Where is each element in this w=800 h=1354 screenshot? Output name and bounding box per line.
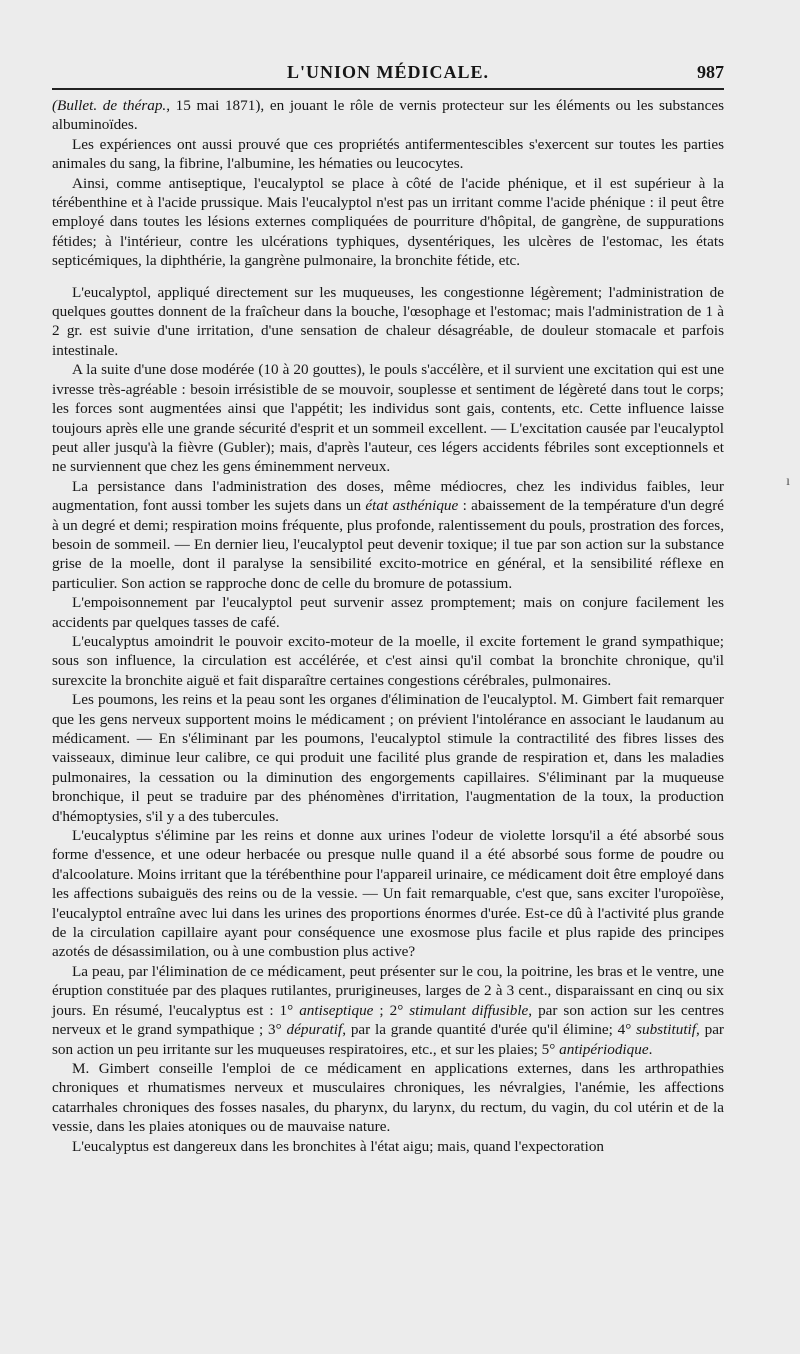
italic-text: dépuratif	[286, 1021, 343, 1039]
paragraph	[52, 826, 724, 962]
margin-mark: ı	[786, 474, 790, 489]
paragraph-text: Les poumons, les reins et la peau sont les organes d'élimination de l'eucalyptol. M. Gimbert fait remarquer que les gens nerveux supportent moins le médicament ; on prévient l'intolérance en associant le laudanum au médicament. — En s'éliminant par les poumons, l'eucalyptol stimule la contractilité des fibres lisses des vaisseaux, diminue leur calibre, ce qui produit une facilité plus grande de respiration et, dans les maladies pulmonaires, la cessation ou la diminution des engorgements capillaires. S'éliminant par la muqueuse bronchique, il peut se traduire par des phénomènes d'irritation, l'augmentation de la toux, la production d'hémoptysies, s'il y a des tubercules.	[52, 691, 724, 825]
journal-title: L'UNION MÉDICALE.	[286, 62, 490, 82]
italic-text: stimulant diffusible	[409, 1001, 529, 1019]
italic-text: antipériodique	[559, 1040, 649, 1058]
paragraph-text: Les expériences ont aussi prouvé que ces propriétés antifermentescibles s'exercent sur toutes les parties animales du sang, la fibrine, l'albumine, les hématies ou leucocytes.	[52, 135, 724, 173]
paragraph	[52, 135, 724, 174]
paragraph	[52, 962, 724, 1059]
paragraph	[52, 96, 724, 135]
paragraph-text: L'eucalyptus amoindrit le pouvoir excito-moteur de la moelle, il excite fortement le grand sympathique; sous son influence, la circulation est accélérée, et c'est ainsi qu'il combat la bronchite chronique, qu'il surexcite la bronchite aiguë et fait disparaître certaines congestions cérébrales, pulmonaires.	[52, 632, 724, 689]
paragraph	[52, 593, 724, 632]
paragraph	[52, 1059, 724, 1137]
paragraph	[52, 690, 724, 826]
paragraph-text: L'eucalyptol, appliqué directement sur les muqueuses, les congestionne légèrement; l'administration de quelques gouttes donnent de la fraîcheur dans la bouche, l'œsophage et l'estomac; mais l'administration de 1 à 2 gr. est suivie d'une irritation, d'une sensation de chaleur désagréable, de douleur stomacale et parfois intestinale.	[52, 283, 724, 359]
running-header	[52, 58, 724, 88]
paragraph-text: Ainsi, comme antiseptique, l'eucalyptol se place à côté de l'acide phénique, et il est supérieur à la térébenthine et à l'acide prussique. Mais l'eucalyptol n'est pas un irritant comme l'acide phénique : il peut être employé dans toutes les lésions externes compliquées de pourriture d'hôpital, de gangrène, de suppurations fétides; à l'intérieur, contre les ulcérations typhiques, dysentériques, les ulcères de l'estomac, les états septicémiques, la diphthérie, la gangrène pulmonaire, la bronchite fétide, etc.	[52, 174, 724, 270]
paragraph	[52, 174, 724, 271]
paragraph	[52, 477, 724, 593]
paragraph-text: La peau, par l'élimination de ce médicament, peut présenter sur le cou, la poitrine, les bras et le ventre, une éruption constituée par des plaques rutilantes, prurigineuses, larges de 2 à 3 cent., disparaissant en cinq ou six jours. En résumé, l'eucalyptus est : 1°	[52, 962, 724, 1019]
paragraph	[52, 1137, 724, 1156]
paragraph	[52, 283, 724, 361]
paragraph-text: ; 2°	[373, 1001, 410, 1019]
italic-text: substitutif	[636, 1021, 696, 1039]
paragraph-text: , par la grande quantité d'urée qu'il élimine; 4°	[342, 1021, 637, 1039]
paragraph-text: A la suite d'une dose modérée (10 à 20 gouttes), le pouls s'accélère, et il survient une excitation qui est une ivresse très-agréable : besoin irrésistible de se mouvoir, souplesse et sentiment de légèreté dans tout le corps; les forces sont augmentées ainsi que l'appétit; les individus sont gais, contents, etc. Cette influence laisse toujours après elle une grande sécurité d'esprit et un sommeil excellent. — L'excitation causée par l'eucalyptol peut aller jusqu'à la fièvre (Gubler); mais, d'après l'auteur, ces légers accidents fébriles sont exceptionnels et ne surviennent que chez les gens éminemment nerveux.	[52, 361, 724, 476]
paragraph-text: , 15 mai 1871), en jouant le rôle de vernis protecteur sur les éléments ou les substances albuminoïdes.	[52, 97, 724, 134]
paragraph-text: La persistance dans l'administration des doses, même médiocres, chez les individus faibles, leur augmentation, font aussi tomber les sujets dans un	[52, 477, 724, 515]
paragraph-text: M. Gimbert conseille l'emploi de ce médicament en applications externes, dans les arthropathies chroniques et rhumatismes nerveux et musculaires chroniques, les névralgies, l'anémie, les affections catarrhales chroniques des fosses nasales, du pharynx, du larynx, du rectum, du vagin, du col utérin et de la vessie, dans les plaies atoniques ou de mauvaise nature.	[52, 1059, 724, 1136]
paragraph	[52, 360, 724, 476]
paragraph	[52, 632, 724, 690]
italic-text: état asthénique	[365, 497, 459, 515]
paragraph-text: L'eucalyptus s'élimine par les reins et donne aux urines l'odeur de violette lorsqu'il a été absorbé sous forme d'essence, et une odeur herbacée ou presque nulle quand il a été absorbé sous forme de poudre ou d'alcoolature. Moins irritant que la térébenthine pour l'appareil urinaire, ce médicament doit être employé dans les affections subaiguës des reins ou de la vessie. — Un fait remarquable, c'est que, sans exciter l'uropoïèse, l'eucalyptol entraîne avec lui dans les urines des proportions énormes d'urée. Est-ce dû à l'activité plus grande de la circulation capillaire ayant pour conséquence une exosmose plus facile et plus rapide des principes azotés de désassimilation, ou à une combustion plus active?	[52, 827, 724, 961]
paragraph-text: .	[648, 1040, 653, 1058]
header-rule	[52, 88, 724, 90]
paragraph-text: , par son action un peu irritante sur les muqueuses respiratoires, etc., et sur les plaies; 5°	[52, 1021, 724, 1058]
paragraph-text: L'empoisonnement par l'eucalyptol peut survenir assez promptement; mais on conjure facilement les accidents par quelques tasses de café.	[52, 594, 724, 631]
paragraph-text: : abaissement de la température d'un degré à un degré et demi; respiration moins fréquente, plus profonde, ralentissement du pouls, prostration des forces, besoin de sommeil. — En dernier lieu, l'eucalyptol peut devenir toxique; il tue par son action sur la substance grise de la moelle, dont il paralyse la sensibilité excito-motrice en général, et la sensibilité réflexe en particulier. Son action se rapproche donc de celle du bromure de potassium.	[52, 497, 724, 592]
paragraph-text: L'eucalyptus est dangereux dans les bronchites à l'état aigu; mais, quand l'expectoration	[72, 1137, 605, 1155]
paragraph-text: , par son action sur les centres nerveux et le grand sympathique ; 3°	[52, 1001, 724, 1039]
article-body	[52, 96, 724, 1156]
italic-text: antiseptique	[299, 1001, 374, 1019]
italic-text: (Bullet. de thérap.	[52, 97, 167, 114]
page-number: 987	[697, 62, 724, 82]
